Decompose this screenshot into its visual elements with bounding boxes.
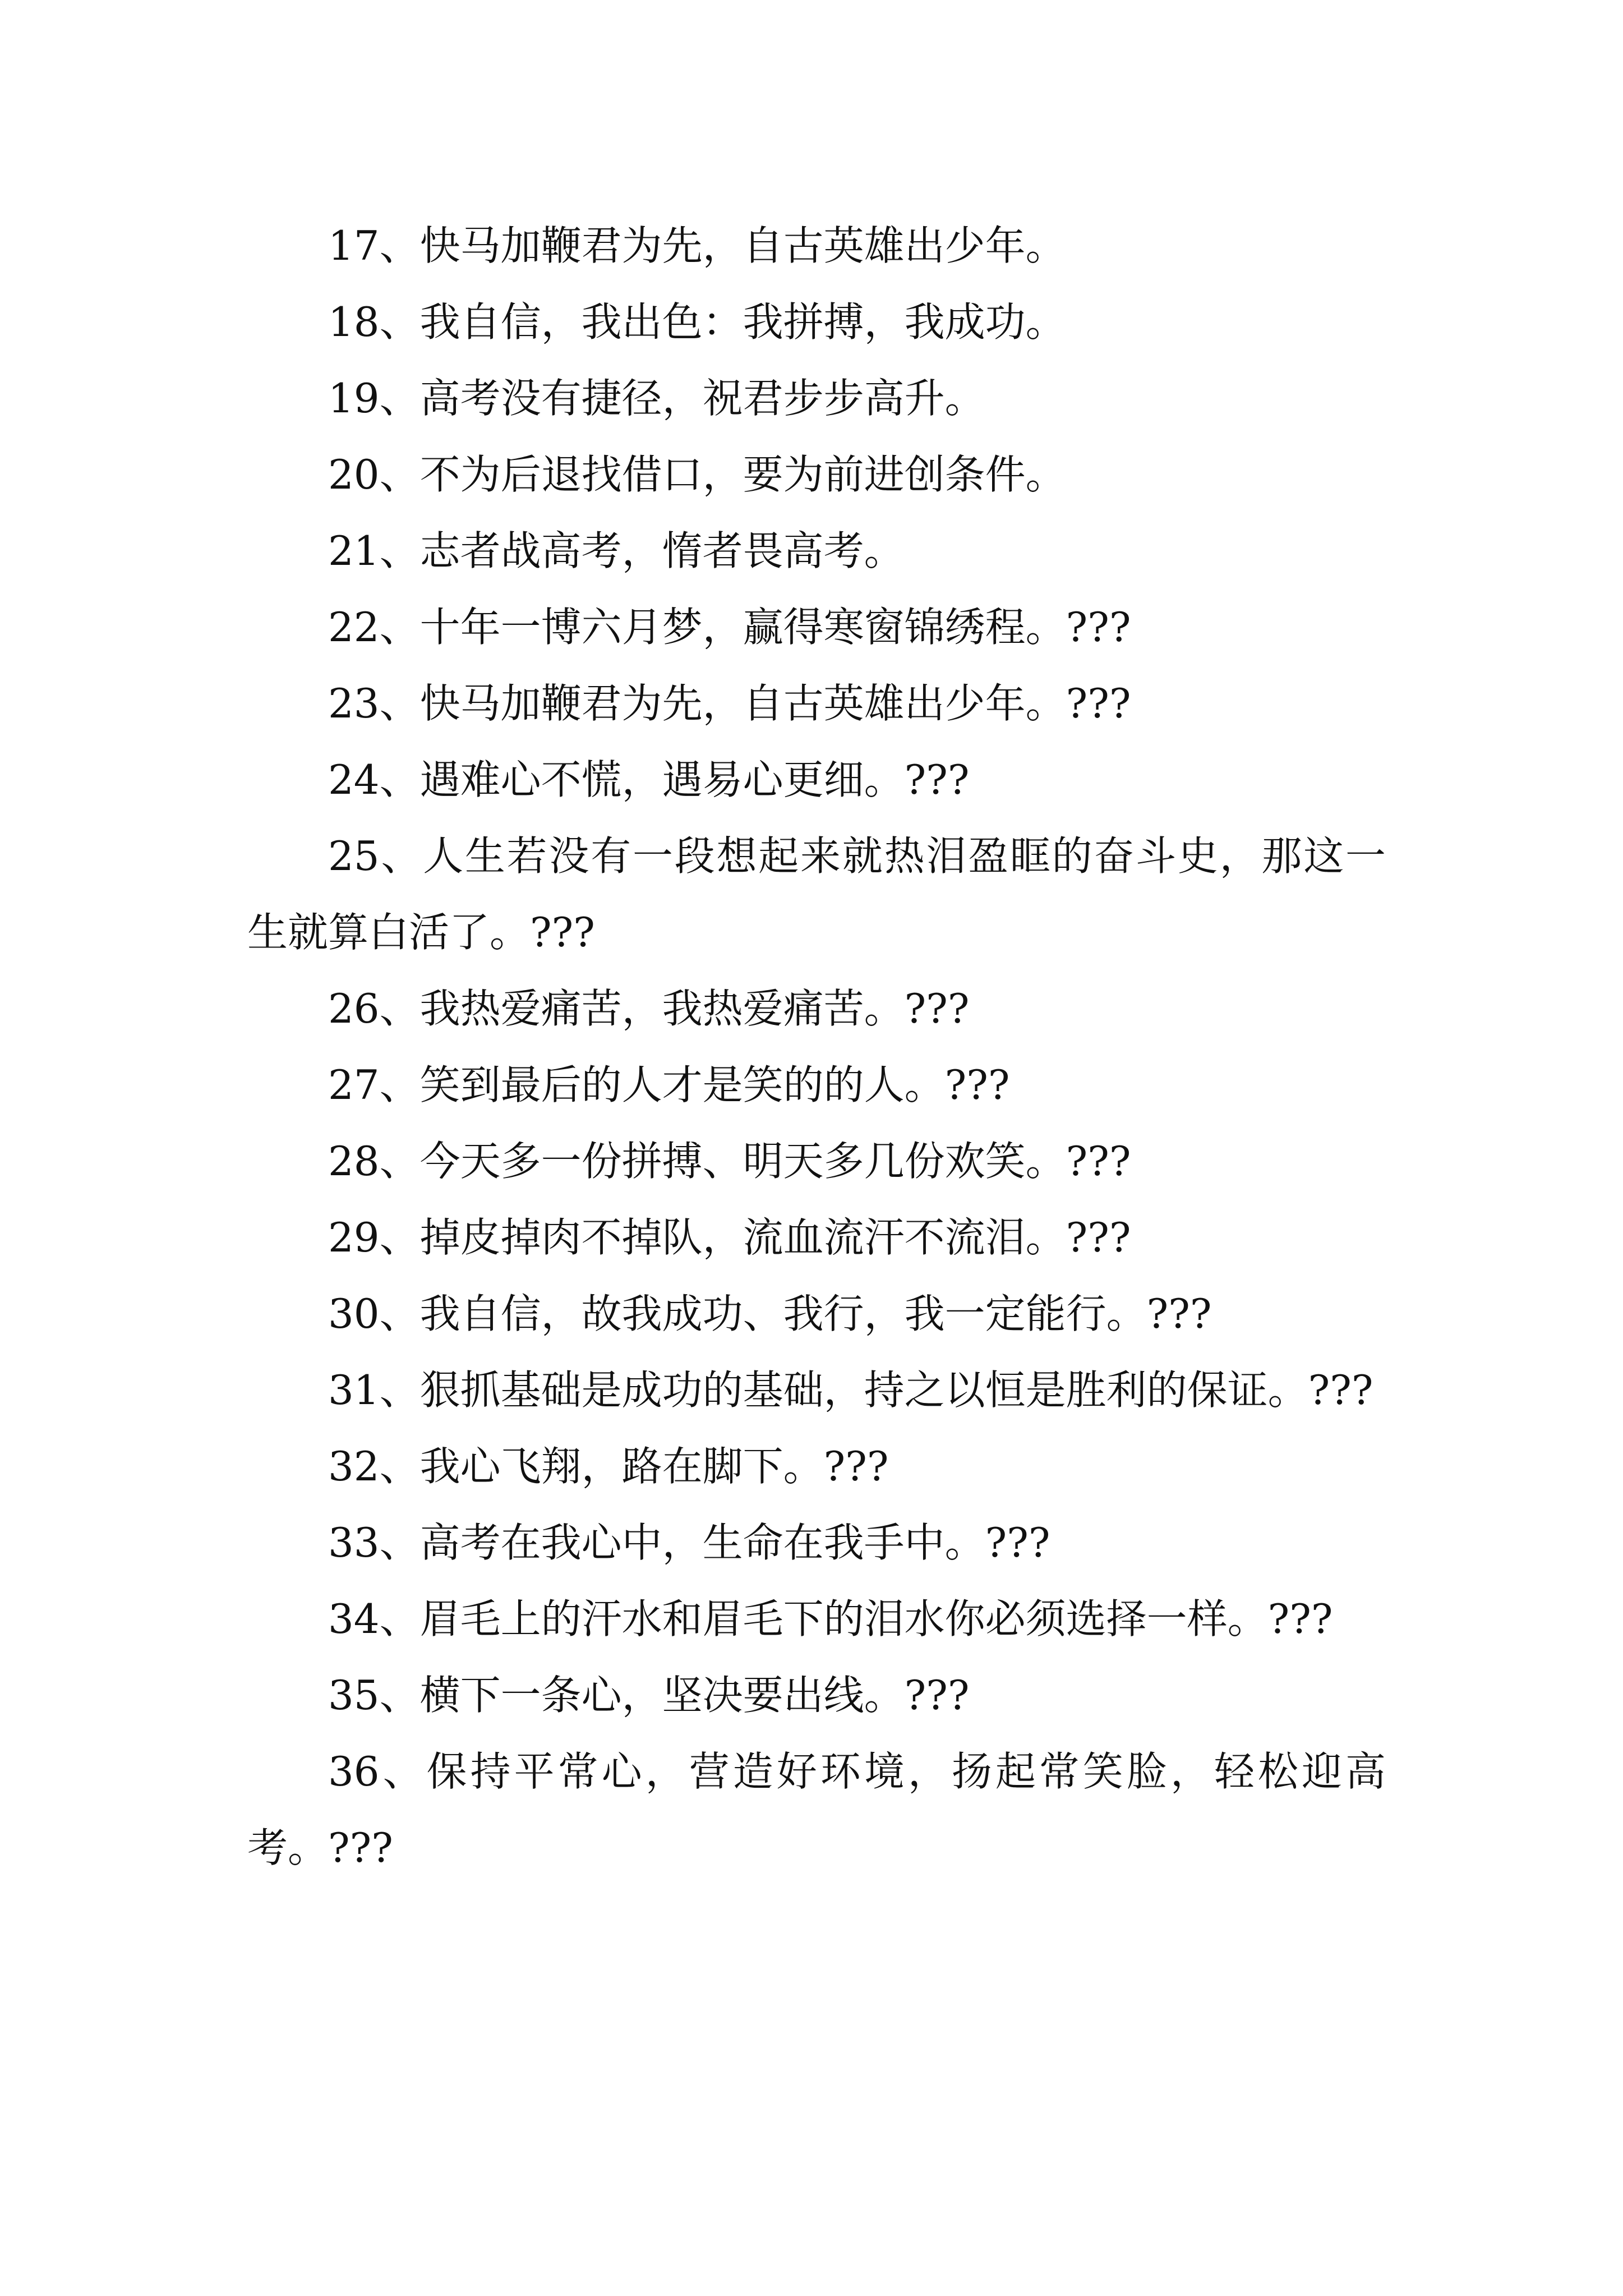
list-item: 24、遇难心不慌，遇易心更细。??? bbox=[328, 756, 970, 803]
list-item: 36、保持平常心，营造好环境，扬起常笑脸，轻松迎高考。??? bbox=[247, 1748, 1386, 1871]
list-item: 19、高考没有捷径，祝君步步高升。 bbox=[328, 375, 985, 422]
list-item: 33、高考在我心中，生命在我手中。??? bbox=[328, 1519, 1050, 1566]
document-body bbox=[247, 208, 1386, 1886]
list-item: 31、狠抓基础是成功的基础，持之以恒是胜利的保证。??? bbox=[328, 1366, 1373, 1414]
list-item: 32、我心飞翔，路在脚下。??? bbox=[328, 1443, 889, 1490]
list-item: 25、人生若没有一段想起来就热泪盈眶的奋斗史，那这一生就算白活了。??? bbox=[247, 832, 1386, 956]
list-item: 20、不为后退找借口，要为前进创条件。 bbox=[328, 451, 1066, 498]
list-item: 27、笑到最后的人才是笑的的人。??? bbox=[328, 1061, 1010, 1108]
list-item: 28、今天多一份拼搏、明天多几份欢笑。??? bbox=[328, 1138, 1131, 1185]
list-item: 35、横下一条心，坚决要出线。??? bbox=[328, 1672, 970, 1719]
list-item: 26、我热爱痛苦，我热爱痛苦。??? bbox=[328, 985, 970, 1032]
list-item: 18、我自信，我出色：我拼搏，我成功。 bbox=[328, 298, 1066, 346]
list-item: 23、快马加鞭君为先，自古英雄出少年。??? bbox=[328, 680, 1131, 727]
list-item: 22、十年一博六月梦，赢得寒窗锦绣程。??? bbox=[328, 604, 1131, 651]
list-item: 34、眉毛上的汗水和眉毛下的泪水你必须选择一样。??? bbox=[328, 1595, 1333, 1642]
list-item: 29、掉皮掉肉不掉队，流血流汗不流泪。??? bbox=[328, 1214, 1131, 1261]
list-item: 30、我自信，故我成功、我行，我一定能行。??? bbox=[328, 1290, 1212, 1337]
list-item: 21、志者战高考，惰者畏高考。 bbox=[328, 527, 905, 574]
list-item: 17、快马加鞭君为先，自古英雄出少年。 bbox=[328, 222, 1066, 269]
